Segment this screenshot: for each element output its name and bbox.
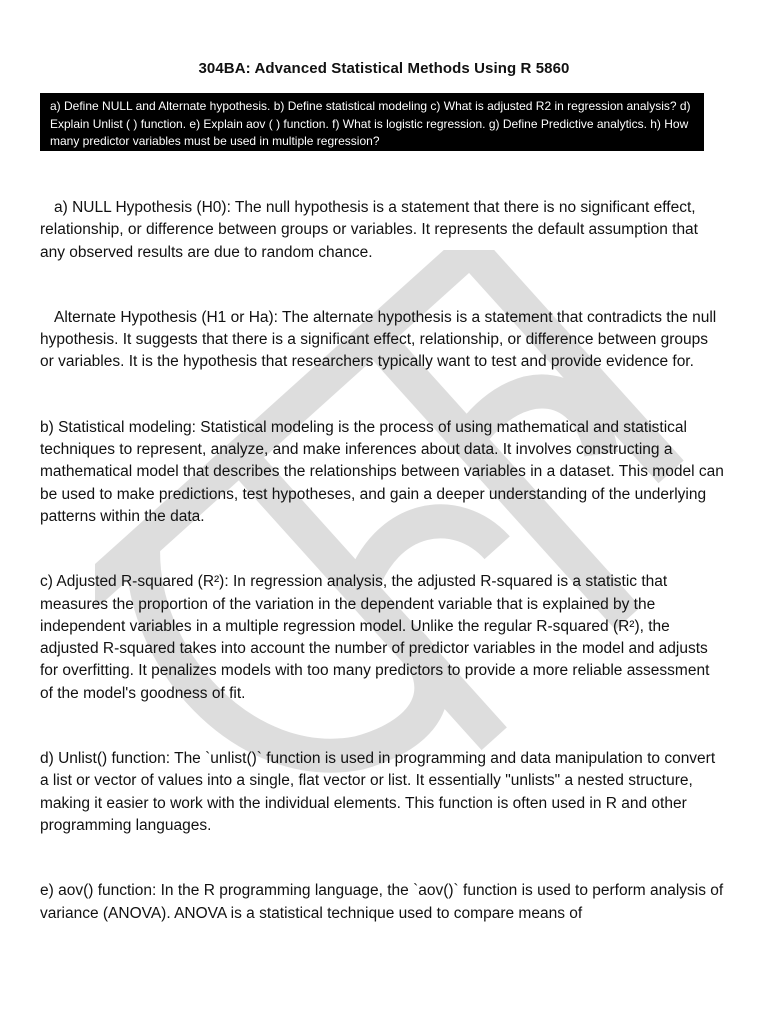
answer-e: e) aov() function: In the R programming language, the `aov()` function is used to perform analysis of variance (ANOVA). ANOVA is a statistical technique used to compare means of — [40, 882, 724, 922]
answers-body — [40, 197, 726, 925]
answer-b: b) Statistical modeling: Statistical modeling is the process of using mathematical and statistical techniques to represent, analyze, and make inferences about data. It involves constructing a mathematical model that describes the relationships between variables in a dataset. This model can be used to make predictions, test hypotheses, and gain a deeper understanding of the underlying patterns within the data. — [40, 418, 724, 525]
answer-a-null: a) NULL Hypothesis (H0): The null hypothesis is a statement that there is no significant effect, relationship, or difference between groups or variables. It represents the default assumption that any observed results are due to random chance. — [40, 199, 698, 261]
questions-box: a) Define NULL and Alternate hypothesis. b) Define statistical modeling c) What is adjusted R2 in regression analysis? d) Explain Unlist ( ) function. e) Explain aov ( ) function. f) What is logistic regression. g) Define Predictive analytics. h) How many predictor variables must be used in multiple regression? — [40, 93, 704, 151]
answer-a-alternate: Alternate Hypothesis (H1 or Ha): The alternate hypothesis is a statement that contradicts the null hypothesis. It suggests that there is a significant effect, relationship, or difference between groups or variables. It is the hypothesis that researchers typically want to test and provide evidence for. — [40, 308, 717, 371]
answer-d: d) Unlist() function: The `unlist()` function is used in programming and data manipulation to convert a list or vector of values into a single, flat vector or list. It essentially "unlists" a nested structure, making it easier to work with the individual elements. This function is often used in R and other programming languages. — [40, 750, 716, 834]
page-title: 304BA: Advanced Statistical Methods Using R 5860 — [198, 60, 570, 77]
answer-c: c) Adjusted R-squared (R²): In regression analysis, the adjusted R-squared is a statistic that measures the proportion of the variation in the dependent variable that is explained by the independent variables in a multiple regression model. Unlike the regular R-squared (R²), the adjusted R-squared takes into account the number of predictor variables in the model and adjusts for overfitting. It penalizes models with too many predictors to provide a more reliable assessment of the model's goodness of fit. — [40, 573, 710, 702]
